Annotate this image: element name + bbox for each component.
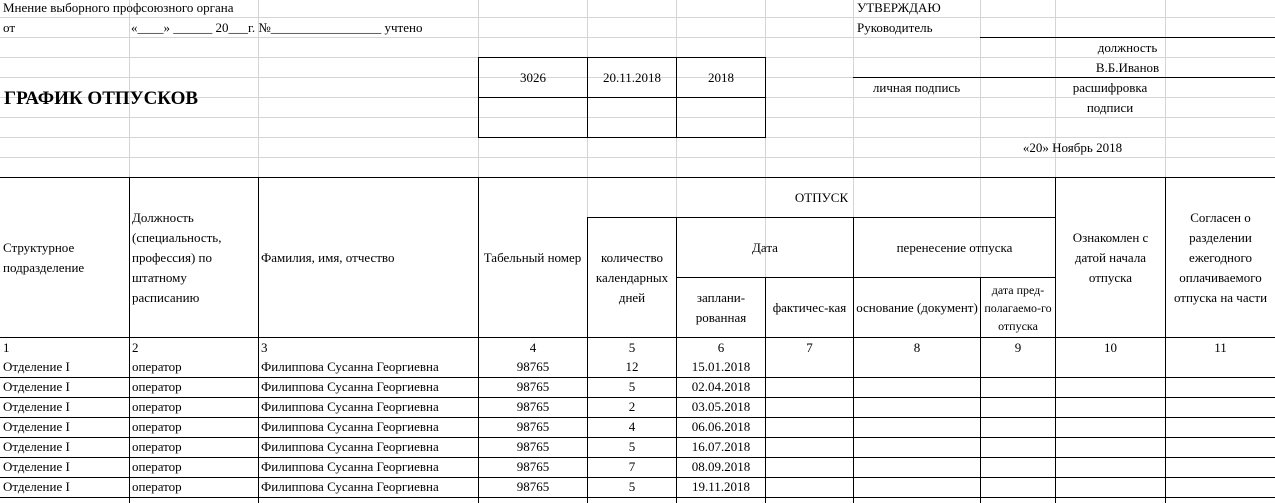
col-number: 6 bbox=[717, 339, 725, 355]
border bbox=[765, 57, 766, 138]
col-number: 11 bbox=[1214, 339, 1227, 355]
col-number: 4 bbox=[529, 339, 537, 355]
row-employee-name: Филиппова Сусанна Георгиевна bbox=[261, 479, 439, 494]
row-planned-date: 08.09.2018 bbox=[691, 459, 751, 474]
decode-caption-2: подписи bbox=[1086, 99, 1134, 115]
doc-number: 3026 bbox=[520, 69, 546, 85]
col-header-actual: фактичес-кая bbox=[772, 299, 847, 315]
col-header-department: Структурное подразделение bbox=[3, 239, 85, 275]
union-opinion-label: Мнение выборного профсоюзного органа bbox=[3, 0, 234, 15]
column-border bbox=[980, 337, 981, 503]
row-tab-number: 98765 bbox=[516, 359, 550, 374]
row-planned-date: 02.04.2018 bbox=[691, 379, 751, 394]
decode-caption: расшифровка bbox=[1072, 79, 1148, 95]
row-tab-number: 98765 bbox=[516, 439, 550, 454]
col-header-name: Фамилия, имя, отчество bbox=[261, 249, 395, 265]
col-number: 8 bbox=[913, 339, 921, 355]
position-caption: должность bbox=[1097, 39, 1158, 55]
row-position: оператор bbox=[132, 439, 182, 454]
row-employee-name: Филиппова Сусанна Георгиевна bbox=[261, 359, 439, 374]
registration-line: «____» ______ 20___г. №_________________ учтено bbox=[131, 20, 423, 35]
gridline bbox=[0, 117, 1275, 118]
personal-signature-caption: личная подпись bbox=[872, 79, 961, 95]
approval-date: «20» Ноябрь 2018 bbox=[1022, 139, 1123, 155]
col-number: 5 bbox=[628, 339, 636, 355]
row-department: Отделение I bbox=[3, 359, 70, 374]
row-position: оператор bbox=[132, 379, 182, 394]
row-days: 12 bbox=[625, 359, 639, 374]
col-header-date: Дата bbox=[752, 239, 778, 255]
row-days: 5 bbox=[628, 379, 636, 394]
doc-date: 20.11.2018 bbox=[602, 69, 662, 85]
col-header-vacation: ОТПУСК bbox=[794, 189, 849, 205]
border bbox=[258, 177, 259, 338]
border bbox=[129, 177, 130, 338]
row-planned-date: 03.05.2018 bbox=[691, 399, 751, 414]
column-border bbox=[587, 337, 588, 503]
col-header-acknowledged: Ознакомлен с датой начала отпуска bbox=[1072, 229, 1149, 285]
col-header-basis: основание (документ) bbox=[856, 299, 978, 315]
column-border bbox=[258, 337, 259, 503]
column-border bbox=[1055, 337, 1056, 503]
row-days: 4 bbox=[628, 419, 636, 434]
row-days: 5 bbox=[628, 439, 636, 454]
row-planned-date: 16.07.2018 bbox=[691, 439, 751, 454]
from-label: от bbox=[3, 20, 16, 35]
col-header-planned: заплани-рованная bbox=[695, 289, 747, 325]
row-planned-date: 15.01.2018 bbox=[691, 359, 751, 374]
col-number: 2 bbox=[132, 340, 139, 355]
row-employee-name: Филиппова Сусанна Георгиевна bbox=[261, 419, 439, 434]
border bbox=[478, 137, 766, 138]
column-border bbox=[853, 337, 854, 503]
row-days: 5 bbox=[628, 479, 636, 494]
row-department: Отделение I bbox=[3, 379, 70, 394]
row-position: оператор bbox=[132, 419, 182, 434]
col-number: 7 bbox=[806, 339, 813, 355]
col-header-position: Должность (специальность, профессия) по штатному расписанию bbox=[132, 209, 222, 305]
row-tab-number: 98765 bbox=[516, 459, 550, 474]
col-header-agreement: Согласен о разделении ежегодного оплачиваемого отпуска на части bbox=[1173, 209, 1268, 305]
row-department: Отделение I bbox=[3, 399, 70, 414]
head-label: Руководитель bbox=[857, 20, 933, 35]
row-days: 2 bbox=[628, 399, 636, 414]
column-border bbox=[676, 337, 677, 503]
row-department: Отделение I bbox=[3, 479, 70, 494]
col-number: 10 bbox=[1104, 339, 1117, 355]
column-border bbox=[478, 337, 479, 503]
row-tab-number: 98765 bbox=[516, 479, 550, 494]
row-employee-name: Филиппова Сусанна Георгиевна bbox=[261, 439, 439, 454]
row-planned-date: 06.06.2018 bbox=[691, 419, 751, 434]
row-department: Отделение I bbox=[3, 459, 70, 474]
col-header-expected-date: дата пред-полагаемо-го отпуска bbox=[984, 282, 1052, 333]
row-position: оператор bbox=[132, 399, 182, 414]
border bbox=[478, 97, 766, 98]
row-planned-date: 19.11.2018 bbox=[691, 479, 751, 494]
gridline bbox=[0, 17, 1275, 18]
row-position: оператор bbox=[132, 479, 182, 494]
row-position: оператор bbox=[132, 359, 182, 374]
col-header-tab-number: Табельный номер bbox=[483, 249, 582, 265]
row-border bbox=[0, 497, 1275, 498]
column-border bbox=[129, 337, 130, 503]
doc-year: 2018 bbox=[708, 69, 734, 85]
row-employee-name: Филиппова Сусанна Георгиевна bbox=[261, 379, 439, 394]
approve-label: УТВЕРЖДАЮ bbox=[857, 0, 941, 15]
border bbox=[478, 177, 479, 338]
column-border bbox=[1165, 337, 1166, 503]
col-header-days: количество календарных дней bbox=[595, 249, 669, 305]
row-employee-name: Филиппова Сусанна Георгиевна bbox=[261, 399, 439, 414]
row-tab-number: 98765 bbox=[516, 419, 550, 434]
col-number: 3 bbox=[261, 340, 268, 355]
row-department: Отделение I bbox=[3, 439, 70, 454]
row-days: 7 bbox=[628, 459, 636, 474]
signer-name: В.Б.Иванов bbox=[1095, 59, 1160, 75]
row-position: оператор bbox=[132, 459, 182, 474]
column-border bbox=[765, 337, 766, 503]
page-title: ГРАФИК ОТПУСКОВ bbox=[4, 88, 199, 109]
row-tab-number: 98765 bbox=[516, 379, 550, 394]
col-header-transfer: перенесение отпуска bbox=[896, 239, 1013, 255]
row-tab-number: 98765 bbox=[516, 399, 550, 414]
row-employee-name: Филиппова Сусанна Георгиевна bbox=[261, 459, 439, 474]
col-number: 9 bbox=[1014, 339, 1022, 355]
row-department: Отделение I bbox=[3, 419, 70, 434]
col-number: 1 bbox=[3, 340, 10, 355]
